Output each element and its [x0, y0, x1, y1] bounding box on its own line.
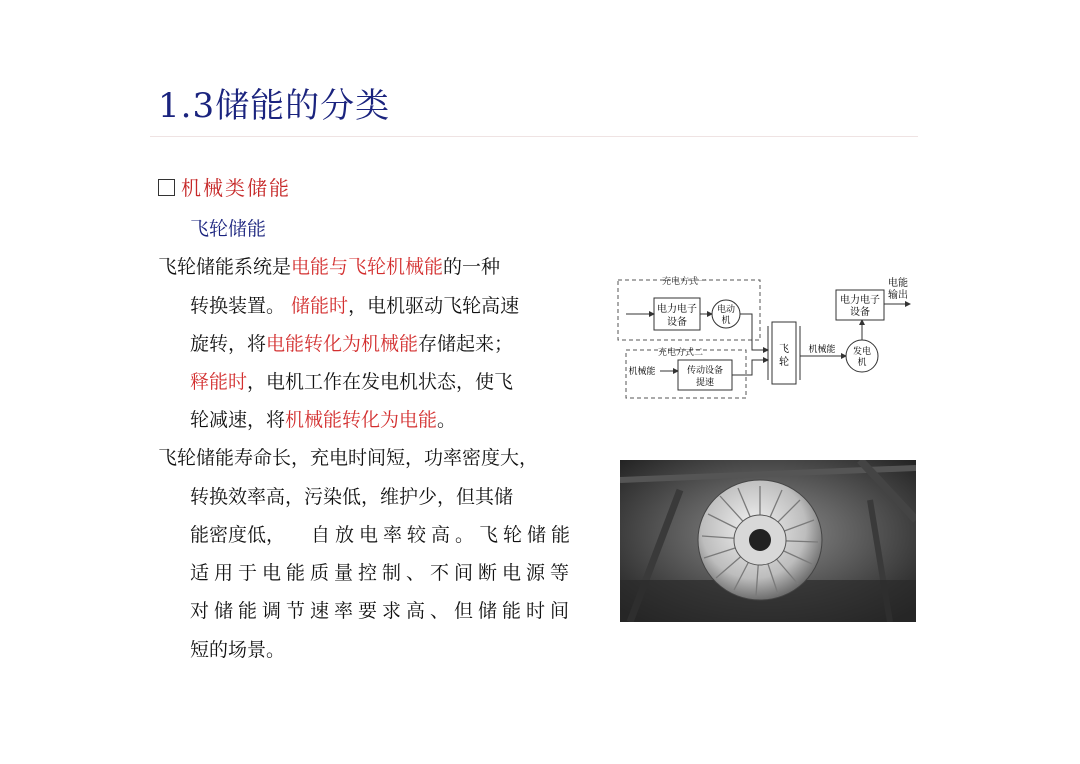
svg-text:提速: 提速 [695, 378, 715, 388]
subheading: 飞轮储能 [190, 218, 267, 240]
svg-text:电能: 电能 [888, 278, 908, 289]
mode2-label: 充电方式二 [658, 348, 704, 358]
para2-line6: 短的场景。 [190, 639, 286, 661]
svg-text:轮: 轮 [779, 357, 789, 368]
svg-text:传动设备: 传动设备 [686, 366, 724, 376]
title-divider [150, 136, 918, 137]
flywheel-photo [620, 460, 916, 622]
para1-line3: 旋转，将电能转化为机械能存储起来； [190, 333, 514, 355]
svg-text:输出: 输出 [888, 290, 908, 301]
svg-text:飞: 飞 [779, 344, 789, 355]
para2-line2: 转换效率高，污染低，维护少，但其储 [190, 486, 514, 508]
svg-text:发电: 发电 [852, 347, 872, 357]
para2-line4: 适用于电能质量控制、不间断电源等 [190, 562, 575, 584]
para2-line1: 飞轮储能寿命长，充电时间短，功率密度大， [158, 447, 539, 469]
checkbox-bullet-icon [158, 179, 175, 196]
mode1-label: 充电方式一 [662, 277, 708, 287]
svg-text:机: 机 [857, 358, 867, 368]
flywheel-system-diagram [612, 270, 916, 402]
para2-line5: 对储能调节速率要求高、但储能时间 [190, 600, 575, 622]
svg-text:电动: 电动 [716, 305, 736, 315]
svg-text:机械能: 机械能 [628, 367, 656, 377]
svg-text:机械能: 机械能 [808, 345, 836, 355]
page-title: 1.3储能的分类 [158, 86, 391, 126]
svg-text:电力电子: 电力电子 [840, 295, 880, 306]
para1-line5: 轮减速，将机械能转化为电能。 [190, 409, 457, 431]
svg-text:设备: 设备 [667, 317, 687, 328]
svg-text:设备: 设备 [850, 307, 870, 318]
svg-text:机: 机 [721, 316, 731, 326]
svg-text:电力电子: 电力电子 [657, 304, 697, 315]
para2-line3: 能密度低， 自放电率较高。飞轮储能 [190, 524, 576, 546]
section-heading [158, 172, 291, 201]
para1-line4: 释能时，电机工作在发电机状态，使飞 [190, 371, 514, 393]
para1-line2: 转换装置。 储能时，电机驱动飞轮高速 [190, 295, 520, 317]
para1-line1: 飞轮储能系统是电能与飞轮机械能的一种 [158, 256, 501, 278]
section-label: 机械类储能 [181, 176, 291, 200]
